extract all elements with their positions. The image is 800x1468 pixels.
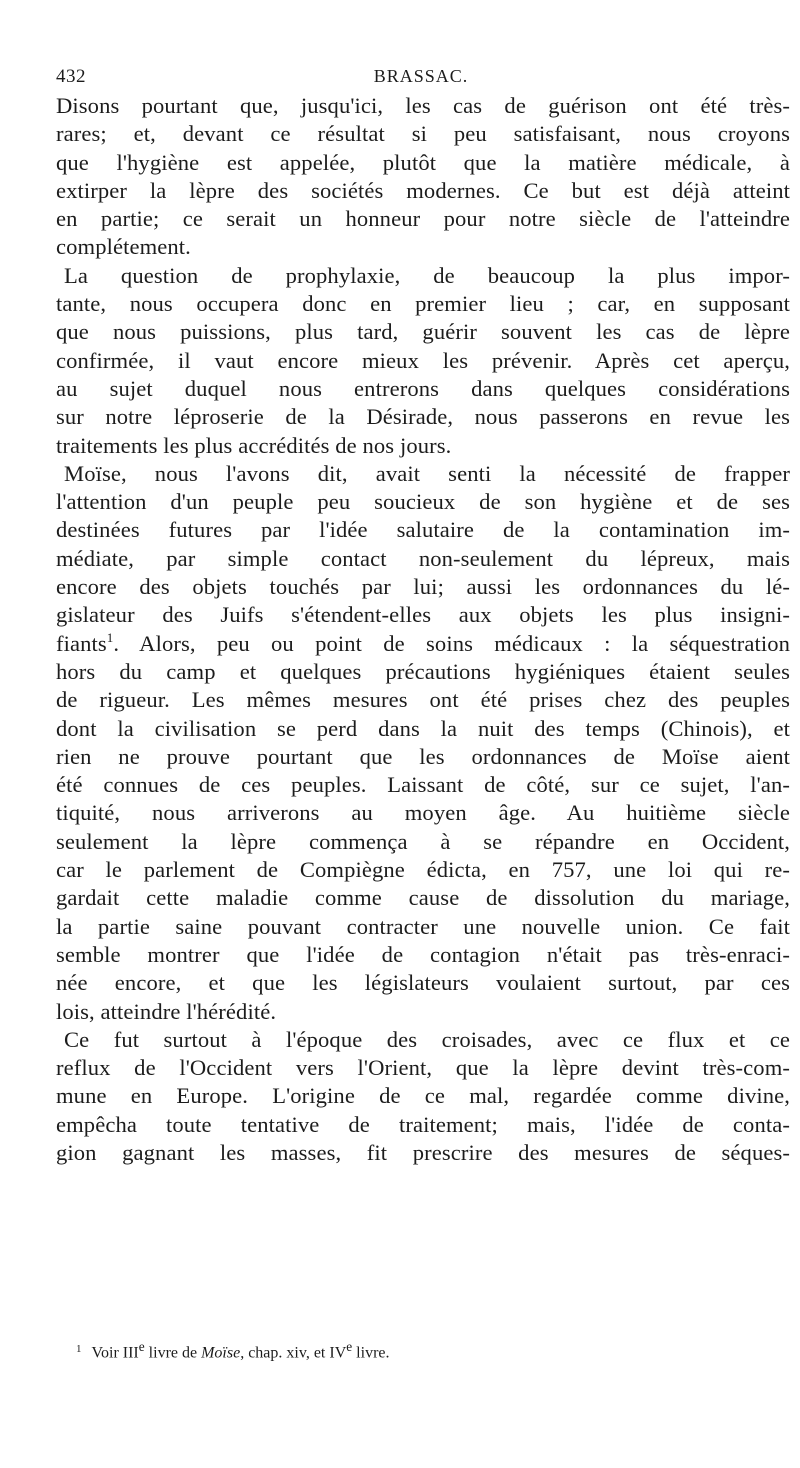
text-line: destinées futures par l'idée salutaire de la contamination im- bbox=[56, 517, 790, 543]
text-line: la partie saine pouvant contracter une nouvelle union. Ce fait bbox=[56, 913, 790, 939]
text-fragment: . Alors, peu ou point de soins médicaux : la séquestration bbox=[113, 630, 790, 656]
text-line: dont la civilisation se perd dans la nuit des temps (Chinois), et bbox=[56, 715, 790, 741]
text-line: tante, nous occupera donc en premier lieu ; car, en supposant bbox=[56, 291, 790, 317]
text-line: au sujet duquel nous entrerons dans quelques considérations bbox=[56, 375, 790, 401]
footnote bbox=[76, 1336, 776, 1364]
text-line: complétement. bbox=[56, 234, 191, 260]
text-line: Moïse, nous l'avons dit, avait senti la nécessité de frapper bbox=[64, 460, 790, 486]
body-text bbox=[56, 92, 790, 1167]
page-number: 432 bbox=[56, 66, 86, 87]
footnote-text: livre. bbox=[352, 1344, 390, 1362]
text-line: sur notre léproserie de la Désirade, nous passerons en revue les bbox=[56, 404, 790, 430]
footnote-text: Voir III bbox=[91, 1344, 139, 1362]
text-line: empêcha toute tentative de traitement; mais, l'idée de conta- bbox=[56, 1111, 790, 1137]
footnote-reference: 1 bbox=[106, 629, 114, 645]
running-head bbox=[56, 66, 786, 92]
text-line: hors du camp et quelques précautions hygiéniques étaient seules bbox=[56, 658, 790, 684]
text-line: Disons pourtant que, jusqu'ici, les cas de guérison ont été très- bbox=[56, 93, 790, 118]
text-line: née encore, et que les législateurs voulaient surtout, par ces bbox=[56, 970, 790, 996]
text-line-with-footnote-ref bbox=[56, 630, 790, 658]
text-line: extirper la lèpre des sociétés modernes. Ce but est déjà atteint bbox=[56, 177, 790, 203]
footnote-superscript: e bbox=[346, 1339, 353, 1354]
text-line: gion gagnant les masses, fit prescrire des mesures de séques- bbox=[56, 1139, 790, 1165]
text-line: tiquité, nous arriverons au moyen âge. Au huitième siècle bbox=[56, 800, 790, 826]
text-line: en partie; ce serait un honneur pour notre siècle de l'atteindre bbox=[56, 206, 790, 232]
text-line: mune en Europe. L'origine de ce mal, regardée comme divine, bbox=[56, 1083, 790, 1109]
text-line: traitements les plus accrédités de nos jours. bbox=[56, 432, 452, 458]
text-line: lois, atteindre l'hérédité. bbox=[56, 998, 277, 1024]
text-line: La question de prophylaxie, de beaucoup la plus impor- bbox=[64, 262, 790, 288]
text-line: semble montrer que l'idée de contagion n'était pas très-enraci- bbox=[56, 941, 790, 967]
text-line: reflux de l'Occident vers l'Orient, que la lèpre devint très-com- bbox=[56, 1055, 790, 1081]
running-title: BRASSAC. bbox=[373, 66, 469, 86]
text-line: de rigueur. Les mêmes mesures ont été prises chez des peuples bbox=[56, 687, 790, 713]
text-line: seulement la lèpre commença à se répandre en Occident, bbox=[56, 828, 790, 854]
footnote-superscript: e bbox=[138, 1339, 145, 1354]
text-line: gislateur des Juifs s'étendent-elles aux objets les plus insigni- bbox=[56, 602, 790, 628]
text-line: Ce fut surtout à l'époque des croisades, avec ce flux et ce bbox=[64, 1026, 790, 1052]
footnote-text: livre de bbox=[144, 1344, 202, 1362]
footnote-title: Moïse bbox=[201, 1344, 241, 1362]
text-fragment: fiants bbox=[56, 630, 107, 656]
text-line: l'attention d'un peuple peu soucieux de son hygiène et de ses bbox=[56, 489, 790, 515]
text-line: confirmée, il vaut encore mieux les prévenir. Après cet aperçu, bbox=[56, 347, 790, 373]
text-line: médiate, par simple contact non-seulement du lépreux, mais bbox=[56, 545, 790, 571]
text-line: rien ne prouve pourtant que les ordonnances de Moïse aient bbox=[56, 743, 790, 769]
text-line: rares; et, devant ce résultat si peu satisfaisant, nous croyons bbox=[56, 121, 790, 147]
text-line: car le parlement de Compiègne édicta, en 757, une loi qui re- bbox=[56, 857, 790, 883]
footnote-text: , chap. xiv, et IV bbox=[240, 1344, 347, 1362]
text-line: encore des objets touchés par lui; aussi les ordonnances du lé- bbox=[56, 574, 790, 600]
text-line: que nous puissions, plus tard, guérir souvent les cas de lèpre bbox=[56, 319, 790, 345]
footnote-mark: 1 bbox=[76, 1343, 82, 1356]
text-line: que l'hygiène est appelée, plutôt que la matière médicale, à bbox=[56, 149, 790, 175]
text-line: gardait cette maladie comme cause de dissolution du mariage, bbox=[56, 885, 790, 911]
text-line: été connues de ces peuples. Laissant de côté, sur ce sujet, l'an- bbox=[56, 772, 790, 798]
